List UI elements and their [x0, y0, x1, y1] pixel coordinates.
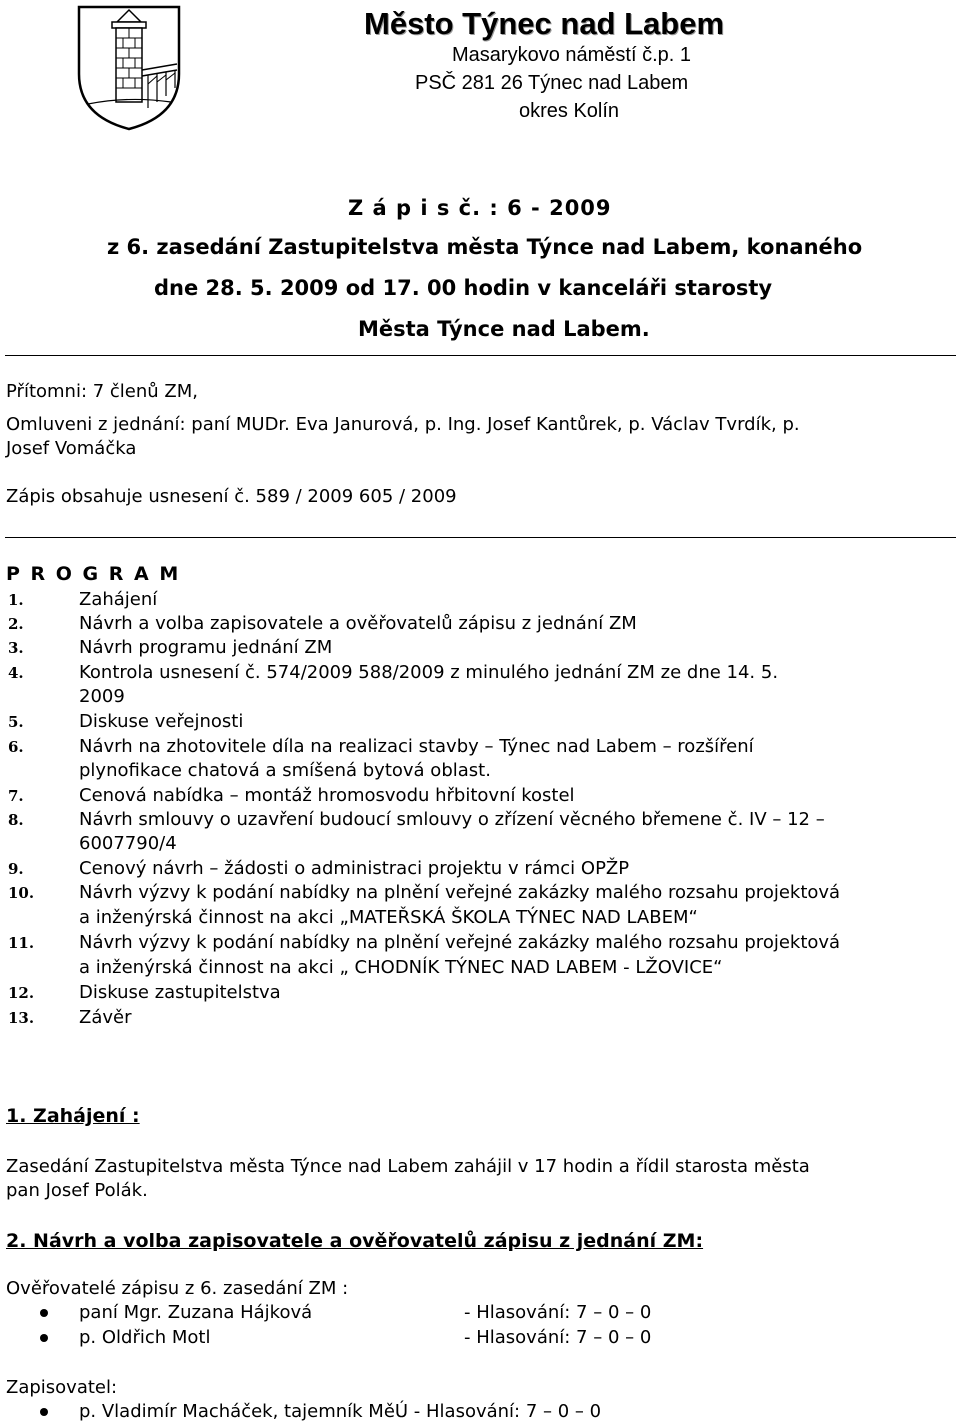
- verifiers-label: Ověřovatelé zápisu z 6. zasedání ZM :: [6, 1278, 349, 1299]
- program-heading: P R O G R A M: [6, 563, 181, 585]
- program-item-text: Diskuse zastupitelstva: [79, 982, 281, 1003]
- program-item-number: 4.: [8, 664, 24, 682]
- program-item-number: 12.: [8, 984, 35, 1002]
- program-item-text: Návrh a volba zapisovatele a ověřovatelů zápisu z jednání ZM: [79, 613, 637, 634]
- program-item-text-cont: 6007790/4: [79, 833, 177, 854]
- resolutions-range: Zápis obsahuje usnesení č. 589 / 2009 605 / 2009: [6, 486, 457, 507]
- program-item-number: 10.: [8, 884, 35, 902]
- excused-members-cont: Josef Vomáčka: [6, 438, 137, 459]
- section-2-heading: 2. Návrh a volba zapisovatele a ověřovatelů zápisu z jednání ZM:: [6, 1230, 704, 1252]
- town-coat-of-arms: [76, 4, 182, 132]
- address-street: Masarykovo náměstí č.p. 1: [452, 44, 691, 66]
- program-item-number: 2.: [8, 615, 24, 633]
- minutes-subtitle-3: Města Týnce nad Labem.: [358, 317, 650, 341]
- program-item-number: 13.: [8, 1009, 35, 1027]
- verifier-name: paní Mgr. Zuzana Hájková: [79, 1302, 313, 1323]
- verifier-vote: - Hlasování: 7 – 0 – 0: [464, 1327, 652, 1348]
- program-item-text-cont: plynofikace chatová a smíšená bytová oblast.: [79, 760, 491, 781]
- program-item-text: Návrh výzvy k podání nabídky na plnění veřejné zakázky malého rozsahu projektová: [79, 932, 841, 953]
- verifier-vote: - Hlasování: 7 – 0 – 0: [464, 1302, 652, 1323]
- address-postcode: PSČ 281 26 Týnec nad Labem: [415, 72, 689, 94]
- town-name-title: Město Týnec nad Labem: [364, 6, 725, 41]
- address-district: okres Kolín: [519, 100, 620, 122]
- verifier-name: p. Oldřich Motl: [79, 1327, 211, 1348]
- program-item-text: Návrh programu jednání ZM: [79, 637, 333, 658]
- program-item-number: 3.: [8, 639, 24, 657]
- program-item-number: 8.: [8, 811, 24, 829]
- program-item-text-cont: a inženýrská činnost na akci „ CHODNÍK TÝNEC NAD LABEM - LŽOVICE“: [79, 957, 723, 978]
- bullet-icon: [40, 1408, 48, 1416]
- program-item-text: Kontrola usnesení č. 574/2009 588/2009 z minulého jednání ZM ze dne 14. 5.: [79, 662, 779, 683]
- recorder-label: Zapisovatel:: [6, 1377, 118, 1398]
- divider-program: [5, 537, 956, 538]
- program-item-text: Cenová nabídka – montáž hromosvodu hřbitovní kostel: [79, 785, 575, 806]
- program-item-text-cont: a inženýrská činnost na akci „MATEŘSKÁ ŠKOLA TÝNEC NAD LABEM“: [79, 907, 698, 928]
- program-item-number: 1.: [8, 591, 24, 609]
- bullet-icon: [40, 1309, 48, 1317]
- program-item-text: Diskuse veřejnosti: [79, 711, 244, 732]
- minutes-subtitle-2: dne 28. 5. 2009 od 17. 00 hodin v kanceláři starosty: [154, 276, 773, 300]
- program-item-number: 5.: [8, 713, 24, 731]
- program-item-text: Návrh smlouvy o uzavření budoucí smlouvy o zřízení věcného břemene č. IV – 12 –: [79, 809, 825, 830]
- program-item-text: Návrh výzvy k podání nabídky na plnění veřejné zakázky malého rozsahu projektová: [79, 882, 841, 903]
- program-item-number: 7.: [8, 787, 24, 805]
- present-members: Přítomni: 7 členů ZM,: [6, 381, 199, 402]
- program-item-number: 11.: [8, 934, 35, 952]
- program-item-number: 6.: [8, 738, 24, 756]
- program-item-text: Návrh na zhotovitele díla na realizaci stavby – Týnec nad Labem – rozšíření: [79, 736, 754, 757]
- program-item-number: 9.: [8, 860, 24, 878]
- divider-top: [5, 355, 956, 356]
- program-item-text-cont: 2009: [79, 686, 125, 707]
- program-item-text: Cenový návrh – žádosti o administraci projektu v rámci OPŽP: [79, 858, 630, 879]
- section-1-text: Zasedání Zastupitelstva města Týnce nad Labem zahájil v 17 hodin a řídil starosta města: [6, 1156, 810, 1177]
- minutes-subtitle-1: z 6. zasedání Zastupitelstva města Týnce nad Labem, konaného: [107, 235, 863, 259]
- program-item-text: Závěr: [79, 1007, 132, 1028]
- program-item-text: Zahájení: [79, 589, 158, 610]
- minutes-number: Z á p i s č. : 6 - 2009: [348, 196, 612, 220]
- excused-members: Omluveni z jednání: paní MUDr. Eva Janurová, p. Ing. Josef Kantůrek, p. Václav Tvrdík, p.: [6, 414, 800, 435]
- bullet-icon: [40, 1334, 48, 1342]
- section-1-heading: 1. Zahájení :: [6, 1105, 140, 1127]
- recorder-entry: p. Vladimír Macháček, tajemník MěÚ - Hlasování: 7 – 0 – 0: [79, 1401, 602, 1422]
- section-1-text-cont: pan Josef Polák.: [6, 1180, 148, 1201]
